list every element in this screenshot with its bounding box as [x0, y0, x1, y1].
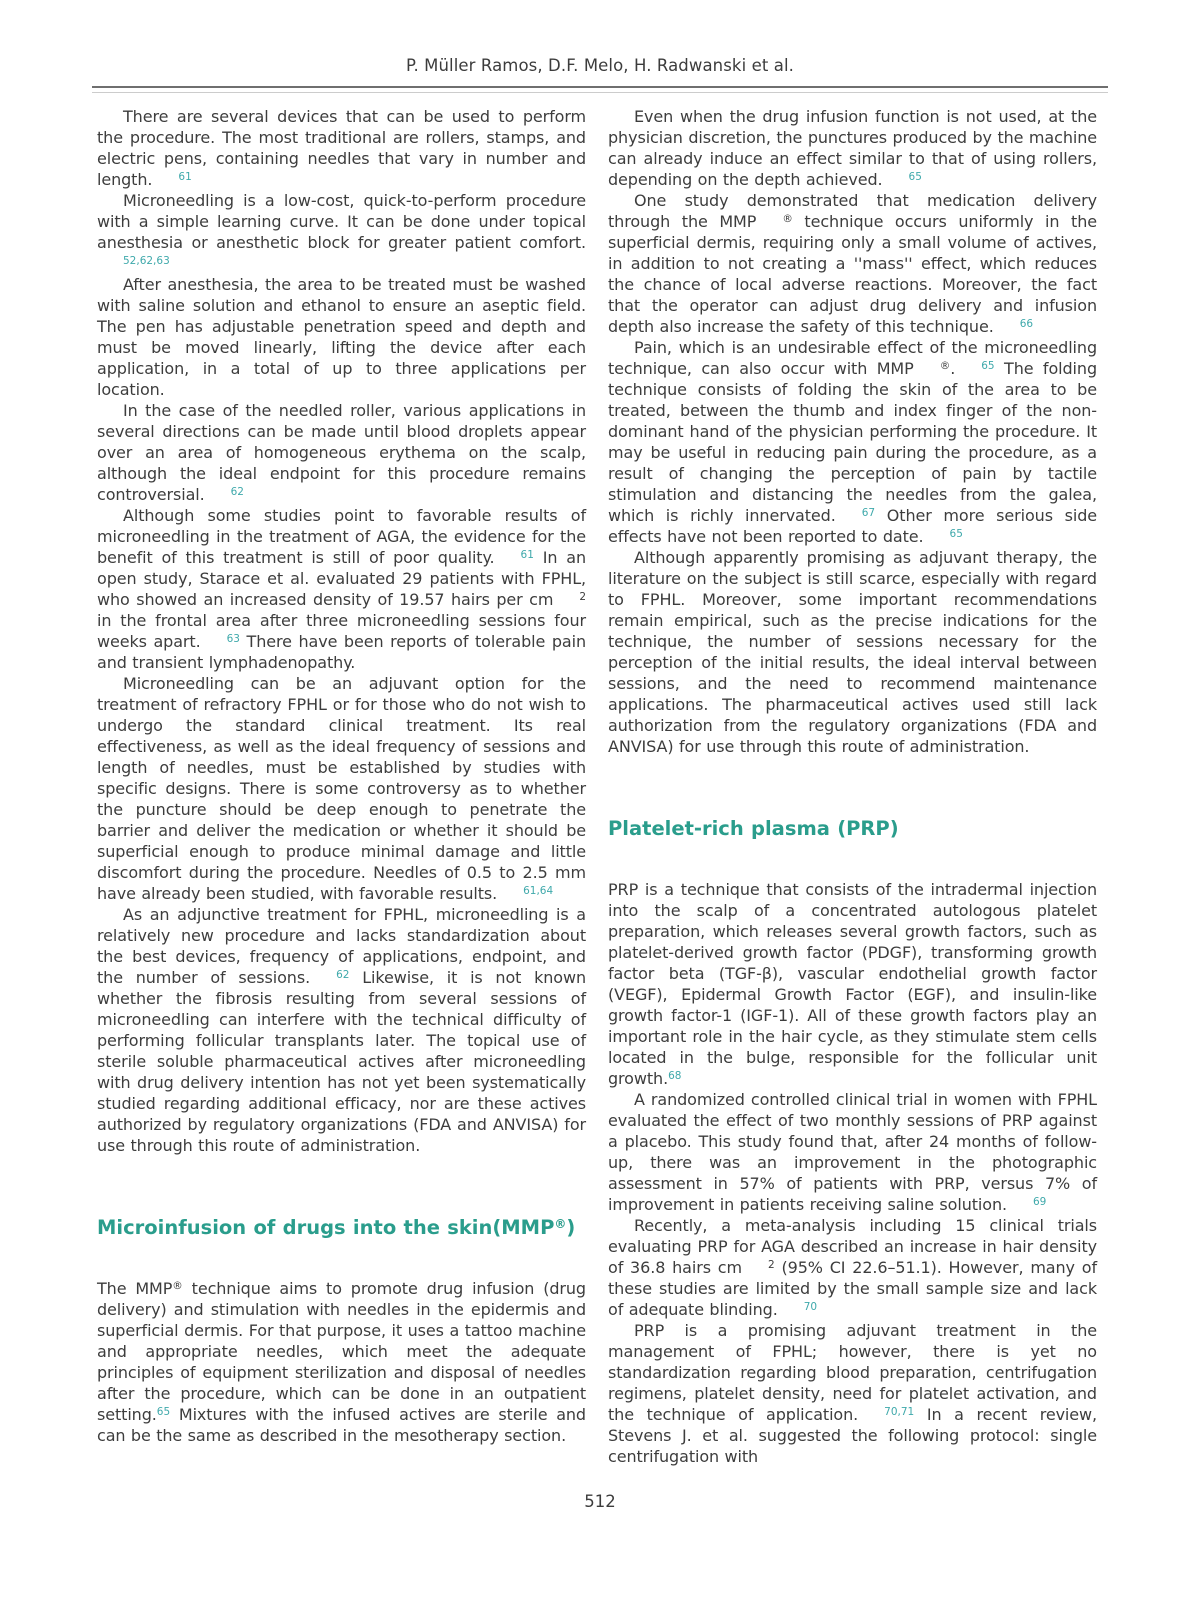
left-column [97, 106, 586, 1467]
text-run: Platelet-rich plasma (PRP) [608, 817, 899, 840]
text-run: In the case of the needled roller, various applications in several directions can be made until blood droplets appear over an area of homogeneous erythema on the scalp, although the ideal endpoint for this procedure remains controversial. [97, 401, 586, 504]
text-run: In an open study, Starace et al. evaluated 29 patients with FPHL, who showed an increased density of 19.57 hairs per cm [97, 548, 586, 609]
paragraph [97, 274, 586, 400]
paragraph: Pain, which is an undesirable effect of the microneedling technique, can also occur with MMP ®. 65 The folding technique consists of folding the skin of the area to be treated, between the thumb and index finger of the non-dominant hand of the physician performing the procedure. It may be useful in reducing pain during the procedure, as a result of changing the perception of pain by tactile stimulation and distancing the needles from the galea, which is richly innervated. 67 Other more serious side effects have not been reported to date. 65 [608, 338, 1097, 546]
paragraph: There are several devices that can be used to perform the procedure. The most traditional are rollers, stamps, and electric pens, containing needles that vary in number and length. 61 [97, 107, 586, 189]
text-run: PRP is a promising adjuvant treatment in the management of FPHL; however, there is yet no standardization regarding blood preparation, centrifugation regimens, platelet density, need for platelet activation, and the technique of application. [608, 1321, 1097, 1424]
page-number: 512 [584, 1492, 616, 1511]
text-run: technique aims to promote drug infusion (drug delivery) and stimulation with needles in the epidermis and superficial dermis. For that purpose, it uses a tattoo machine and appropriate needles, which meet the adequate principles of equipment sterilization and disposal of needles after the procedure, which can be done in an outpatient setting. [97, 1279, 586, 1424]
paragraph: One study demonstrated that medication delivery through the MMP ® technique occurs uniformly in the superficial dermis, requiring only a small volume of actives, in addition to not creating a ''mass'' effect, which reduces the chance of local adverse reactions. Moreover, the fact that the operator can adjust drug delivery and infusion depth also increase the safety of this technique. 66 [608, 191, 1097, 336]
text-run: Even when the drug infusion function is not used, at the physician discretion, the punctures produced by the machine can already induce an effect similar to that of using rollers, depending on the depth achieved. [608, 107, 1097, 189]
paragraph: Microneedling is a low-cost, quick-to-perform procedure with a simple learning curve. It can be done under topical anesthesia or anesthetic block for greater patient comfort.52,62,63 [97, 191, 586, 267]
header-rule [92, 86, 1108, 93]
text-run: technique occurs uniformly in the superficial dermis, requiring only a small volume of actives, in addition to not creating a ''mass'' effect, which reduces the chance of local adverse reactions. Moreover, the fact that the operator can adjust drug delivery and infusion depth also increase the safety of this technique. [608, 212, 1097, 336]
text-run: Microinfusion of drugs into the skin(MMP [97, 1216, 555, 1239]
text-run: PRP is a technique that consists of the intradermal injection into the scalp of a concentrated autologous platelet preparation, which releases several growth factors, such as platelet-derived growth factor (PDGF), transforming growth factor beta (TGF-β), vascular endothelial growth factor (VEGF), Epidermal Growth Factor (EGF), and insulin-like growth factor-1 (IGF-1). All of these growth factors play an important role in the hair cycle, as they stimulate stem cells located in the bulge, responsible for the follicular unit growth. [608, 880, 1097, 1088]
text-run: Mixtures with the infused actives are sterile and can be the same as described in the mesotherapy section. [97, 1405, 586, 1445]
paragraph: The MMP® technique aims to promote drug infusion (drug delivery) and stimulation with needles in the epidermis and superficial dermis. For that purpose, it uses a tattoo machine and appropriate needles, which meet the adequate principles of equipment sterilization and disposal of needles after the procedure, which can be done in an outpatient setting.65 Mixtures with the infused actives are sterile and can be the same as described in the mesotherapy section. [97, 1279, 586, 1445]
text-run: The MMP [97, 1279, 173, 1298]
text-run: The folding technique consists of folding the skin of the area to be treated, between the thumb and index finger of the non-dominant hand of the physician performing the procedure. It may be useful in reducing pain during the procedure, as a result of changing the perception of pain by tactile stimulation and distancing the needles from the galea, which is richly innervated. [608, 359, 1097, 525]
running-head-authors: P. Müller Ramos, D.F. Melo, H. Radwanski et al. [405, 56, 795, 75]
text-run: Microneedling can be an adjuvant option for the treatment of refractory FPHL or for those who do not wish to undergo the standard clinical treatment. Its real effectiveness, as well as the ideal frequency of sessions and length of needles, must be established by studies with specific designs. There is some controversy as to whether the puncture should be deep enough to penetrate the barrier and deliver the medication or whether it should be superficial enough to produce minimal damage and little discomfort during the procedure. Needles of 0.5 to 2.5 mm have already been studied, with favorable results. [97, 674, 586, 903]
paragraph: Recently, a meta-analysis including 15 clinical trials evaluating PRP for AGA described an increase in hair density of 36.8 hairs cm 2 (95% CI 22.6–51.1). However, many of these studies are limited by the small sample size and lack of adequate blinding. 70 [608, 1216, 1097, 1319]
paragraph: PRP is a technique that consists of the intradermal injection into the scalp of a concentrated autologous platelet preparation, which releases several growth factors, such as platelet-derived growth factor (PDGF), transforming growth factor beta (TGF-β), vascular endothelial growth factor (VEGF), Epidermal Growth Factor (EGF), and insulin-like growth factor-1 (IGF-1). All of these growth factors play an important role in the hair cycle, as they stimulate stem cells located in the bulge, responsible for the follicular unit growth.68 [608, 880, 1097, 1088]
text-run: There are several devices that can be used to perform the procedure. The most traditional are rollers, stamps, and electric pens, containing needles that vary in number and length. [97, 107, 586, 189]
paragraph: PRP is a promising adjuvant treatment in the management of FPHL; however, there is yet no standardization regarding blood preparation, centrifugation regimens, platelet density, need for platelet activation, and the technique of application. 70,71 In a recent review, Stevens J. et al. suggested the following protocol: single centrifugation with [608, 1321, 1097, 1466]
text-run: (95% CI 22.6–51.1). However, many of these studies are limited by the small sample size and lack of adequate blinding. [608, 1258, 1097, 1319]
right-column [608, 106, 1097, 1467]
section-heading: Microinfusion of drugs into the skin(MMP®) [97, 1216, 576, 1239]
paragraph: Even when the drug infusion function is not used, at the physician discretion, the punctures produced by the machine can already induce an effect similar to that of using rollers, depending on the depth achieved. 65 [608, 107, 1097, 189]
text-run: Although apparently promising as adjuvant therapy, the literature on the subject is still scarce, especially with regard to FPHL. Moreover, some important recommendations remain empirical, such as the precise indications for the technique, the number of sessions necessary for the perception of the initial results, the ideal interval between sessions, and the need to recommend maintenance applications. The pharmaceutical actives used still lack authorization from the regulatory organizations (FDA and ANVISA) for use through this route of administration. [608, 548, 1097, 756]
paragraph: A randomized controlled clinical trial in women with FPHL evaluated the effect of two monthly sessions of PRP against a placebo. This study found that, after 24 months of follow-up, there was an improvement in the photographic assessment in 57% of patients with PRP, versus 7% of improvement in patients receiving saline solution. 69 [608, 1090, 1097, 1214]
text-run: After anesthesia, the area to be treated must be washed with saline solution and ethanol to ensure an aseptic field. The pen has adjustable penetration speed and depth and must be moved linearly, lifting the device after each application, in a total of up to three applications per location. [97, 275, 586, 399]
paragraph [608, 547, 1097, 757]
text-run: Recently, a meta-analysis including 15 clinical trials evaluating PRP for AGA described an increase in hair density of 36.8 hairs cm [608, 1216, 1097, 1277]
text-run: A randomized controlled clinical trial in women with FPHL evaluated the effect of two monthly sessions of PRP against a placebo. This study found that, after 24 months of follow-up, there was an improvement in the photographic assessment in 57% of patients with PRP, versus 7% of improvement in patients receiving saline solution. [608, 1090, 1097, 1214]
section-heading [608, 817, 1097, 841]
text-run: There have been reports of tolerable pain and transient lymphadenopathy. [97, 632, 587, 672]
text-run: Likewise, it is not known whether the fibrosis resulting from several sessions of microneedling can interfere with the technical difficulty of performing follicular transplants later. The topical use of sterile soluble pharmaceutical actives after microneedling with drug delivery intention has not yet been systematically studied regarding additional efficacy, nor are these actives authorized by regulatory organizations (FDA and ANVISA) for use through this route of administration. [97, 968, 586, 1155]
text-run: ) [566, 1216, 576, 1239]
two-column-body [97, 106, 1097, 1467]
paragraph: Although some studies point to favorable results of microneedling in the treatment of AGA, the evidence for the benefit of this treatment is still of poor quality. 61 In an open study, Starace et al. evaluated 29 patients with FPHL, who showed an increased density of 19.57 hairs per cm 2 in the frontal area after three microneedling sessions four weeks apart. 63 There have been reports of tolerable pain and transient lymphadenopathy. [97, 506, 587, 672]
paragraph: Microneedling can be an adjuvant option for the treatment of refractory FPHL or for those who do not wish to undergo the standard clinical treatment. Its real effectiveness, as well as the ideal frequency of sessions and length of needles, must be established by studies with specific designs. There is some controversy as to whether the puncture should be deep enough to penetrate the barrier and deliver the medication or whether it should be superficial enough to produce minimal damage and little discomfort during the procedure. Needles of 0.5 to 2.5 mm have already been studied, with favorable results. 61,64 [97, 674, 586, 903]
paragraph: As an adjunctive treatment for FPHL, microneedling is a relatively new procedure and lacks standardization about the best devices, frequency of applications, endpoint, and the number of sessions. 62 Likewise, it is not known whether the fibrosis resulting from several sessions of microneedling can interfere with the technical difficulty of performing follicular transplants later. The topical use of sterile soluble pharmaceutical actives after microneedling with drug delivery intention has not yet been systematically studied regarding additional efficacy, nor are these actives authorized by regulatory organizations (FDA and ANVISA) for use through this route of administration. [97, 905, 586, 1155]
text-run: . [950, 359, 956, 378]
text-run: Although some studies point to favorable results of microneedling in the treatment of AGA, the evidence for the benefit of this treatment is still of poor quality. [97, 506, 586, 567]
text-run: As an adjunctive treatment for FPHL, microneedling is a relatively new procedure and lacks standardization about the best devices, frequency of applications, endpoint, and the number of sessions. [97, 905, 586, 987]
paragraph: In the case of the needled roller, various applications in several directions can be made until blood droplets appear over an area of homogeneous erythema on the scalp, although the ideal endpoint for this procedure remains controversial. 62 [97, 401, 586, 504]
text-run: In a recent review, Stevens J. et al. suggested the following protocol: single centrifugation with [608, 1405, 1097, 1466]
text-run: Pain, which is an undesirable effect of the microneedling technique, can also occur with MMP [608, 338, 1097, 378]
text-run: One study demonstrated that medication delivery through the MMP [608, 191, 1097, 231]
text-run: in the frontal area after three microneedling sessions four weeks apart. [97, 611, 586, 651]
text-run: Other more serious side effects have not been reported to date. [608, 506, 1097, 546]
text-run: Microneedling is a low-cost, quick-to-perform procedure with a simple learning curve. It can be done under topical anesthesia or anesthetic block for greater patient comfort. [97, 191, 586, 252]
page-footer [0, 1492, 1200, 1511]
